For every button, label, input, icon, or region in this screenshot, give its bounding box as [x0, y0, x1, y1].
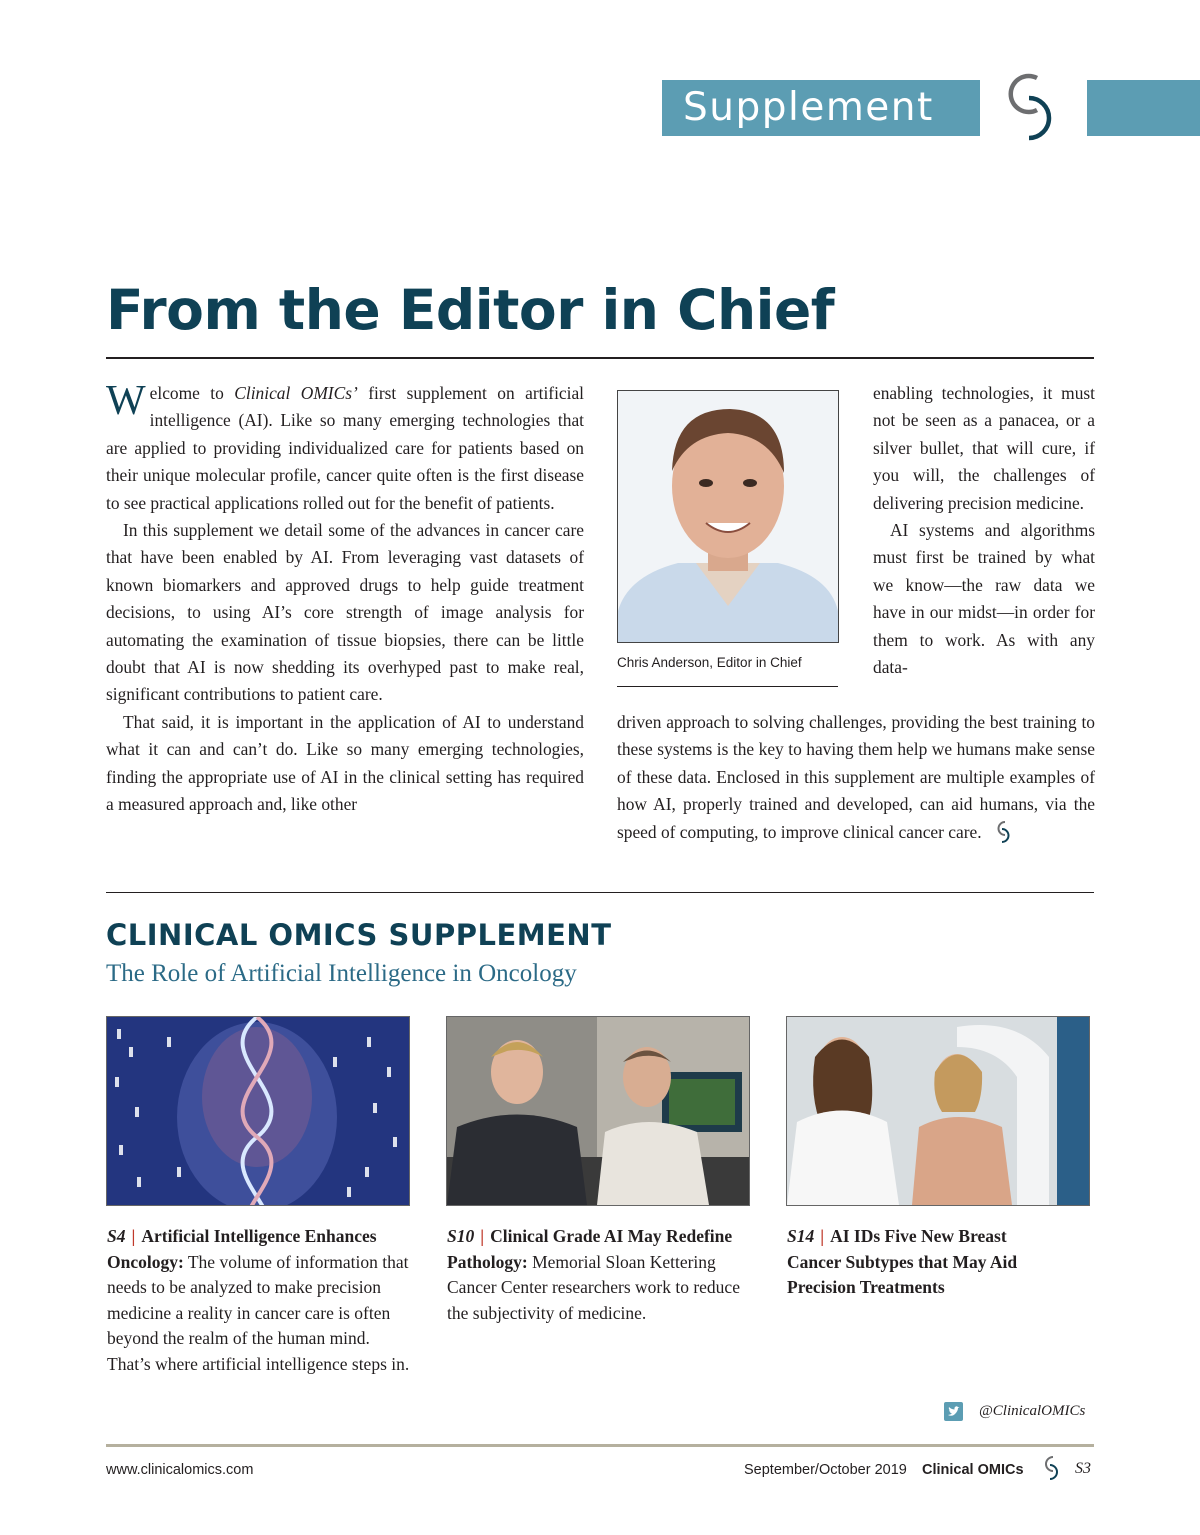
title-divider	[106, 357, 1094, 359]
article-image-pathology[interactable]	[446, 1016, 750, 1206]
paragraph-3-continued: enabling technologies, it must not be seen as a panacea, or a silver bullet, that will cure, if you will, the challenges of delivering precision medicine.	[873, 383, 1095, 513]
footer-divider	[106, 1444, 1094, 1447]
banner-label: Supplement	[683, 85, 934, 130]
editor-portrait-image	[618, 391, 838, 642]
editorial-column-right-bottom	[617, 709, 1095, 846]
paragraph-2: In this supplement we detail some of the advances in cancer care that have been enabled by AI. From leveraging vast datasets of known biomarkers and approved drugs to help guide treatment decisions, to using AI’s core strength of image analysis for automating the examination of tissue biopsies, there can be little doubt that AI is now shedding its overhyped past to make real, significant contributions to patient care.	[106, 520, 584, 705]
supplement-heading: CLINICAL OMICS SUPPLEMENT	[106, 918, 612, 952]
page-number: S3	[1075, 1460, 1091, 1477]
photo-caption: Chris Anderson, Editor in Chief	[617, 655, 802, 670]
article-headline: Clinical Grade AI May Redefine Pathology:	[447, 1226, 733, 1272]
footer-logo-icon	[1039, 1454, 1065, 1482]
dna-illustration	[107, 1017, 409, 1205]
footer-issue-date: September/October 2019	[744, 1462, 907, 1478]
article-headline: Artificial Intelligence Enhances Oncology:	[107, 1226, 377, 1272]
article-page-number: S10	[447, 1226, 475, 1246]
article-page-number: S4	[107, 1226, 126, 1246]
mammography-photo	[787, 1017, 1089, 1205]
paragraph-1: Welcome to Clinical OMICs’ first supplement on artificial intelligence (AI). Like so many emerging technologies that are applied to providing individualized care for patients based on their unique molecular profile, cancer quite often is the first disease to see practical applications rolled out for the benefit of patients.	[106, 378, 585, 513]
caption-divider	[617, 686, 838, 687]
drop-cap: W	[106, 378, 146, 424]
article-summary: The volume of information that needs to be analyzed to make precision medicine a reality in cancer care is often beyond the realm of the human mind. That’s where artificial intelligence steps in.	[107, 1251, 410, 1374]
footer-url[interactable]: www.clinicalomics.com	[106, 1462, 254, 1478]
article-page-number: S14	[787, 1226, 815, 1246]
clinical-omics-logo-icon	[980, 64, 1086, 146]
page-title: From the Editor in Chief	[106, 278, 835, 342]
paragraph-3: That said, it is important in the application of AI to understand what it can and can’t do. Like so many emerging technologies, finding the appropriate use of AI in the clinical setting has required a measured approach and, like other	[106, 711, 584, 815]
editorial-column-left	[106, 380, 584, 819]
pathology-photo	[447, 1017, 749, 1205]
article-teaser-3[interactable]: S14 | AI IDs Five New Breast Cancer Subtypes that May Aid Precision Treatments	[787, 1226, 1018, 1297]
editor-photo	[617, 390, 839, 643]
editorial-column-right-top	[873, 380, 1095, 681]
banner-bar-end	[1087, 80, 1200, 136]
article-headline: AI IDs Five New Breast Cancer Subtypes that May Aid Precision Treatments	[787, 1226, 1018, 1297]
article-teaser-1[interactable]: S4 | Artificial Intelligence Enhances Oncology: The volume of information that needs to be analyzed to make precision medicine a reality in cancer care is often beyond the realm of the human mind. That’s where artificial intelligence steps in.	[107, 1226, 410, 1374]
footer-brand: Clinical OMICs	[922, 1462, 1024, 1478]
end-mark-logo-icon	[992, 820, 1016, 844]
article-summary: Memorial Sloan Kettering Cancer Center researchers work to reduce the subjectivity of medicine.	[447, 1251, 740, 1323]
paragraph-4: AI systems and algorithms must first be trained by what we know—the raw data we have in our midst—in order for them to work. As with any data-	[873, 520, 1095, 678]
section-divider	[106, 892, 1094, 893]
article-image-mammography[interactable]	[786, 1016, 1090, 1206]
article-image-dna[interactable]	[106, 1016, 410, 1206]
twitter-handle[interactable]: @ClinicalOMICs	[979, 1403, 1086, 1419]
article-teaser-2[interactable]: S10 | Clinical Grade AI May Redefine Pathology: Memorial Sloan Kettering Cancer Center researchers work to reduce the subjectivity of medicine.	[447, 1226, 740, 1323]
paragraph-4-continued: driven approach to solving challenges, providing the best training to these systems is the key to having them help we humans make sense of these data. Enclosed in this supplement are multiple examples of how AI, properly trained and developed, can aid humans, via the speed of computing, to improve clinical cancer care.	[617, 712, 1095, 842]
supplement-subheading: The Role of Artificial Intelligence in Oncology	[106, 960, 577, 987]
twitter-icon[interactable]	[944, 1402, 963, 1421]
journal-name: Clinical OMICs’	[234, 383, 358, 403]
